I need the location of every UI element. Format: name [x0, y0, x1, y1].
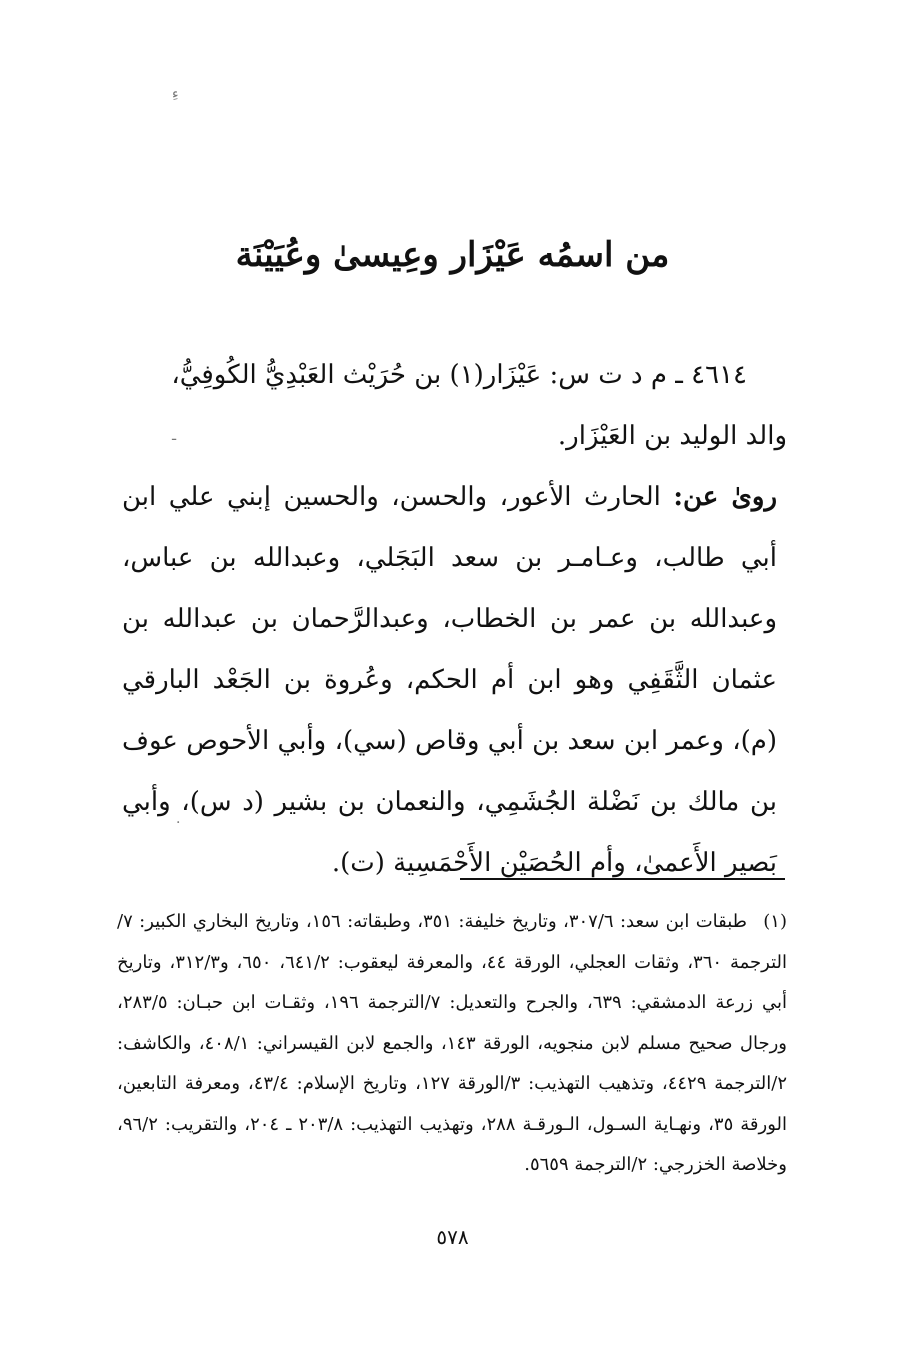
page-number: ٥٧٨ — [436, 1225, 469, 1249]
footnote-text: طبقات ابن سعد: ٣٠٧/٦، وتاريخ خليفة: ٣٥١، وطبقاته: ١٥٦، وتاريخ البخاري الكبير: ٧/الترجمة ٣٦٠، وثقات العجلي، الورقة ٤٤، والمعرفة ليعقوب: ٦٤١/٢، ٦٥٠، و٣١٢/٣، وتاريخ أبي زرعة الدمشقي: ٦٣٩، والجرح والتعديل: ٧/الترجمة ١٩٦، وثقـات ابن حبـان: ٢٨٣/٥، ورجال صحيح مسلم لابن منجويه، الورقة ١٤٣، والجمع لابن القيسراني: ٤٠٨/١، والكاشف: ٢/الترجمة ٤٤٢٩، وتذهيب التهذيب: ٣/الورقة ١٢٧، وتاريخ الإسلام: ٤٣/٤، ومعرفة التابعين، الورقة ٣٥، ونهـاية السـول، الـورقـة ٢٨٨، وتهذيب التهذيب: ٢٠٣/٨ ـ ٢٠٤، والتقريب: ٩٦/٢، وخلاصة الخزرجي: ٢/الترجمة ٥٦٥٩. — [117, 911, 787, 1175]
footnote-number: (١) — [763, 911, 787, 932]
footnote-divider — [460, 878, 785, 880]
narrated-from-label: روىٰ عن: — [673, 482, 778, 512]
biography-entry — [122, 345, 787, 894]
print-speck: · — [176, 815, 181, 831]
entry-father-line: والد الوليد بن العَيْزَار. — [557, 421, 787, 451]
narrated-from-text: الحارث الأعور، والحسن، والحسين إبني علي ابن أبي طالب، وعـامـر بن سعد البَجَلي، وعبدالله بن عباس، وعبدالله بن عمر بن الخطاب، وعبدالرَّحمان بن عبدالله بن عثمان الثَّقَفِي وهو ابن أم الحكم، وعُروة بن الجَعْد البارقي (م)، وعمر ابن سعد بن أبي وقاص (سي)، وأبي الأحوص عوف بن مالك بن نَضْلة الجُشَمِي، والنعمان بن بشير (د س)، وأبي بَصير الأَعمىٰ، وأم الحُصَيْن الأَحْمَسِية (ت). — [122, 482, 777, 878]
print-speck: ءِ — [172, 86, 179, 102]
print-speck: ـ — [172, 428, 177, 444]
narrated-from-paragraph — [122, 467, 787, 894]
section-heading: من اسمُه عَيْزَار وعِيسىٰ وعُيَيْنَة — [235, 235, 670, 275]
footnote — [117, 902, 787, 1186]
entry-number-line: ٤٦١٤ ـ م د ت س: عَيْزَار(١) بن حُرَيْث العَبْدِيُّ الكُوفِيُّ، — [171, 360, 747, 390]
